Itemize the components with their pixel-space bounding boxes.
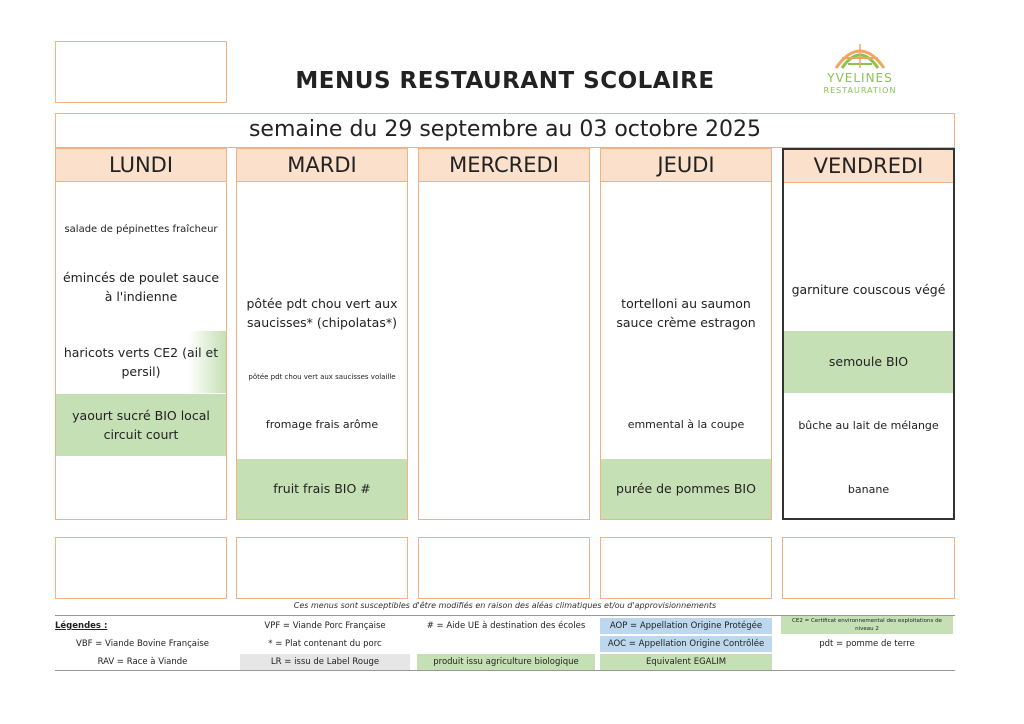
legend-egalim: Equivalent EGALIM	[600, 654, 772, 670]
notes-box-mardi	[236, 537, 408, 599]
brand-logo	[810, 38, 910, 100]
menu-item: pôtée pdt chou vert aux saucisses* (chipolatas*)	[246, 295, 398, 330]
notes-box-vendredi	[782, 537, 955, 599]
disclaimer: Ces menus sont susceptibles d'être modifiés en raison des aléas climatiques et/ou d'approvisionnements	[293, 601, 717, 610]
legend-aop: AOP = Appellation Origine Protégée	[600, 618, 772, 634]
menu-item: garniture couscous végé	[791, 282, 946, 298]
day-column-vendredi	[782, 148, 955, 520]
menu-item: émincés de poulet sauce à l'indienne	[62, 269, 220, 304]
day-header: MERCREDI	[419, 149, 589, 182]
menu-item: pôtée pdt chou vert aux saucisses volaille	[248, 372, 396, 381]
legend-bio: produit issu agriculture biologique	[417, 654, 595, 670]
day-column-mardi	[236, 148, 408, 520]
day-column-lundi	[55, 148, 227, 520]
brand-emblem-icon	[832, 38, 888, 72]
day-column-mercredi	[418, 148, 590, 520]
legend-rav: RAV = Race à Viande	[97, 657, 188, 667]
legend-pdt: pdt = pomme de terre	[819, 639, 915, 649]
page-title: MENUS RESTAURANT SCOLAIRE	[295, 68, 715, 94]
menu-item: fruit frais BIO #	[237, 459, 407, 519]
legend-vbf: VBF = Viande Bovine Française	[76, 639, 209, 649]
day-header: MARDI	[237, 149, 407, 182]
legend-ce2: CE2 = Certificat environnemental des exploitations de niveau 2	[781, 616, 953, 634]
menu-item: salade de pépinettes fraîcheur	[64, 224, 218, 236]
menu-item: semoule BIO	[784, 331, 953, 393]
menu-item: bûche au lait de mélange	[798, 419, 939, 433]
notes-box-mercredi	[418, 537, 590, 599]
week-range: semaine du 29 septembre au 03 octobre 2025	[248, 117, 762, 142]
menu-item: haricots verts CE2 (ail et persil)	[56, 331, 226, 393]
legend	[55, 615, 955, 671]
day-header: VENDREDI	[784, 150, 953, 183]
menu-item: banane	[847, 483, 890, 497]
legend-ue: # = Aide UE à destination des écoles	[426, 621, 586, 631]
brand-subtitle: RESTAURATION	[823, 86, 897, 95]
brand-name: YVELINES	[827, 71, 893, 85]
menu-item: purée de pommes BIO	[601, 459, 771, 519]
day-header: JEUDI	[601, 149, 771, 182]
notes-box-jeudi	[600, 537, 772, 599]
legend-vpf: VPF = Viande Porc Française	[264, 621, 386, 631]
day-header: LUNDI	[56, 149, 226, 182]
menu-item: tortelloni au saumon sauce crème estragon	[616, 295, 756, 330]
menu-item: fromage frais arôme	[265, 418, 379, 432]
legend-title: Légendes :	[55, 621, 108, 631]
day-column-jeudi	[600, 148, 772, 520]
notes-box-lundi	[55, 537, 227, 599]
week-banner	[55, 113, 955, 148]
school-logo-box	[55, 41, 227, 103]
menu-item: emmental à la coupe	[627, 418, 745, 432]
legend-lr: LR = issu de Label Rouge	[240, 654, 410, 670]
legend-aoc: AOC = Appellation Origine Contrôlée	[600, 636, 772, 652]
menu-item: yaourt sucré BIO local circuit court	[56, 394, 226, 456]
legend-porc: * = Plat contenant du porc	[268, 639, 382, 649]
